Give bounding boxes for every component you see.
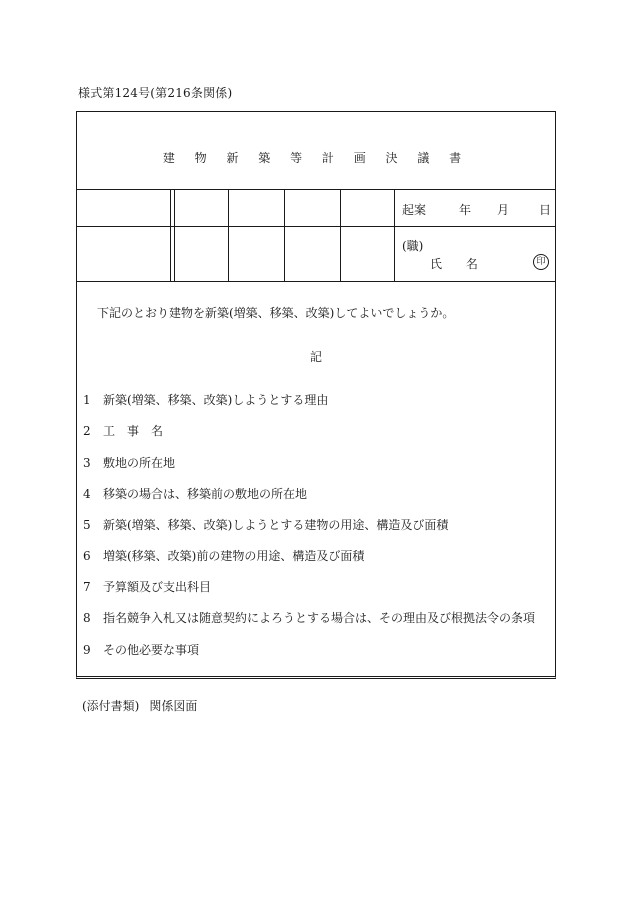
item-number: 5 <box>83 518 91 532</box>
item-number: 3 <box>83 456 91 470</box>
approval-column-divider <box>340 189 341 282</box>
approval-grid-row-divider <box>77 226 555 227</box>
approval-column-divider <box>394 189 395 282</box>
item-text: 移築の場合は、移築前の敷地の所在地 <box>103 487 308 501</box>
year-label: 年 <box>459 203 472 217</box>
item-number: 6 <box>83 549 91 563</box>
item-text: 新築(増築、移築、改築)しようとする建物の用途、構造及び面積 <box>103 518 449 532</box>
list-item <box>83 485 307 502</box>
ki-heading: 記 <box>309 350 322 364</box>
item-number: 8 <box>83 611 91 625</box>
resolution-form <box>76 111 556 679</box>
item-text: 工 事 名 <box>103 424 164 438</box>
item-number: 7 <box>83 580 91 594</box>
seal-icon: 印 <box>533 254 549 270</box>
list-item <box>83 516 448 533</box>
item-text: 指名競争入札又は随意契約によろうとする場合は、その理由及び根拠法令の条項 <box>103 611 536 625</box>
form-number: 様式第124号(第216条関係) <box>78 86 233 100</box>
item-number: 9 <box>83 643 91 657</box>
list-item <box>83 454 175 471</box>
month-label: 月 <box>497 203 510 217</box>
list-item <box>83 641 199 658</box>
item-number: 1 <box>83 393 91 407</box>
approval-column-divider <box>284 189 285 282</box>
approval-column-divider <box>228 189 229 282</box>
item-number: 2 <box>83 424 91 438</box>
draft-label: 起案 <box>402 203 427 217</box>
attachments-value: 関係図面 <box>149 699 198 713</box>
day-label: 日 <box>539 203 552 217</box>
approval-grid-bottom-border <box>77 281 555 282</box>
approval-column-divider <box>174 189 175 282</box>
item-text: 予算額及び支出科目 <box>103 580 212 594</box>
attachments <box>82 697 197 714</box>
item-number: 4 <box>83 487 91 501</box>
list-item <box>83 578 211 595</box>
list-item <box>83 422 163 439</box>
item-text: 敷地の所在地 <box>103 456 176 470</box>
title-row <box>77 112 555 190</box>
intro-text: 下記のとおり建物を新築(増築、移築、改築)してよいでしょうか。 <box>97 306 455 320</box>
drafter <box>402 237 547 277</box>
post-label: (職) <box>402 239 424 253</box>
item-text: その他必要な事項 <box>103 643 200 657</box>
document-title: 建 物 新 築 等 計 画 決 議 書 <box>162 151 470 165</box>
item-text: 増築(移築、改築)前の建物の用途、構造及び面積 <box>103 549 365 563</box>
name-label: 氏 名 <box>430 257 488 271</box>
list-item <box>83 391 328 408</box>
list-item <box>83 609 535 626</box>
approval-grid <box>77 189 555 282</box>
list-item <box>83 547 364 564</box>
approval-column-divider <box>170 189 171 282</box>
item-text: 新築(増築、移築、改築)しようとする理由 <box>103 393 329 407</box>
attachments-label: (添付書類) <box>82 699 140 713</box>
